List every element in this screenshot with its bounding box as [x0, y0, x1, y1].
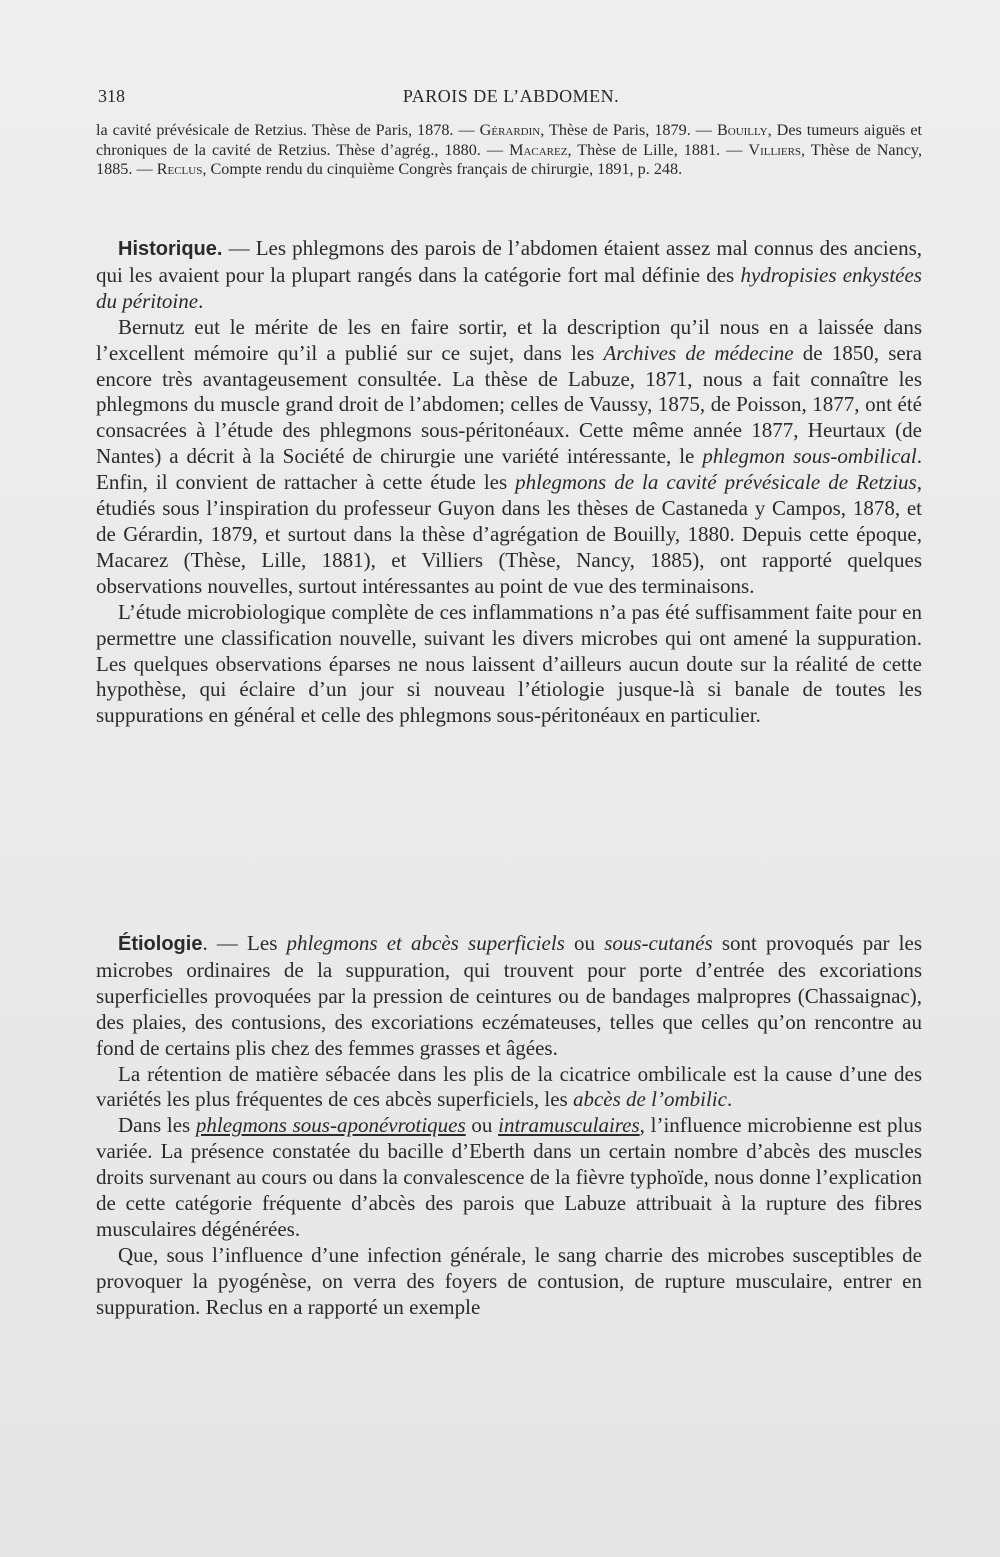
author-name: Reclus	[156, 160, 203, 178]
italic-term: phlegmon sous-ombilical	[702, 444, 917, 469]
text-run: . Enfin, il convient de rattacher à cette étude les	[96, 444, 922, 495]
text-run: ou	[564, 931, 605, 955]
text-run: ou	[465, 1113, 499, 1138]
page-number: 318	[98, 86, 125, 106]
author-name: Gérardin	[479, 121, 541, 139]
paragraph	[96, 1243, 922, 1321]
text-run: , Thèse de Nancy, 1885. —	[96, 140, 922, 178]
text-run: .	[198, 288, 204, 313]
text-run: , l’influence microbienne est plus variée. La présence constatée du bacille d’Eberth dans un certain nombre d’abcès des muscles droits survenant au cours ou dans la convalescence de la fièvre typhoïde, nous donne l’explication de cette catégorie fréquente d’abcès des parois que Labuze attribuait à la rupture des fibres musculaires dégénérées.	[96, 1113, 923, 1241]
text-run: , Des tumeurs aiguës et chroniques de la cavité de Retzius. Thèse d’agrég., 1880. —	[96, 121, 922, 159]
paragraph	[96, 1113, 922, 1243]
section-historique	[96, 236, 922, 729]
running-title: PAROIS DE L’ABDOMEN.	[402, 86, 620, 106]
italic-term: sous-cutanés	[604, 931, 713, 955]
text-run: Que, sous l’influence d’une infection générale, le sang charrie des microbes susceptibles de provoquer la pyogénèse, on verra des foyers de contusion, de rupture musculaire, entrer en suppuration. Reclus en a rapporté un exemple	[96, 1242, 922, 1319]
paragraph-etiologie-intro	[96, 931, 922, 1062]
text-run: de 1850, sera encore très avantageusement consultée. La thèse de Labuze, 1871, nous a fait connaître les phlegmons du muscle grand droit de l’abdomen; celles de Vaussy, 1875, de Poisson, 1877, ont été consacrées à l’étude des phlegmons sous-péritonéaux. Cette même année 1877, Heurtaux (de Nantes) a décrit à la Société de chirurgie une variété intéressante, le	[96, 340, 922, 469]
paragraph-historique-intro	[96, 236, 922, 315]
italic-term: phlegmons et abcès superficiels	[286, 931, 565, 955]
italic-term: Archives de médecine	[603, 340, 794, 365]
text-run: , étudiés sous l’inspiration du professeur Guyon dans les thèses de Castaneda y Campos, 1878, et de Gérardin, 1879, et surtout dans la thèse d’agrégation de Bouilly, 1880. Depuis cette époque, Macarez (Thèse, Lille, 1881), et Villiers (Thèse, Nancy, 1885), ont rapporté quelques observations nouvelles, surtout intéressantes au point de vue des terminaisons.	[96, 470, 922, 598]
text-run: Bernutz eut le mérite de les en faire sortir, et la description qu’il nous en a laissée dans l’excellent mémoire qu’il a publié sur ce sujet, dans les	[96, 314, 922, 365]
text-run: — Les phlegmons des parois de l’abdomen étaient assez mal connus des anciens, qui les avaient pour la plupart rangés dans la catégorie fort mal définie des	[96, 236, 922, 287]
text-run: L’étude microbiologique complète de ces inflammations n’a pas été suffisamment faite pour en permettre une classification nouvelle, suivant les divers microbes qui ont amené la suppuration. Les quelques observations éparses ne nous laissent d’ailleurs aucun doute sur la réalité de cette hypothèse, qui éclaire d’un jour si nouveau l’étiologie jusque-là si banale de toutes les suppurations en général et celle des phlegmons sous-péritonéaux en particulier.	[96, 599, 922, 728]
italic-term: phlegmons sous-aponévrotiques	[195, 1113, 466, 1138]
author-name: Bouilly	[716, 121, 768, 139]
author-name: Macarez	[509, 140, 568, 159]
text-run: La rétention de matière sébacée dans les plis de la cicatrice ombilicale est la cause d’une des variétés les plus fréquentes de ces abcès superficiels, les	[96, 1061, 922, 1112]
italic-term: hydropisies enkystées du péritoine	[96, 262, 922, 313]
running-header	[98, 86, 924, 112]
bibliography-references	[96, 121, 922, 180]
section-heading-historique: Historique.	[118, 238, 223, 260]
text-run: , Thèse de Lille, 1881. —	[567, 140, 749, 159]
section-heading-etiologie: Étiologie	[118, 933, 203, 955]
paragraph	[96, 315, 922, 600]
text-run: sont provoqués par les microbes ordinaires de la suppuration, qui trouvent pour porte d’entrée des excoriations superficielles provoquées par la pression de ceintures ou de bandages malpropres (Chassaignac), des plaies, des contusions, des excoriations eczémateuses, telles que celles qu’on rencontre au fond de certains plis chez des femmes grasses et âgées.	[96, 931, 923, 1060]
author-name: Villiers	[748, 140, 802, 159]
text-run: , Compte rendu du cinquième Congrès français de chirurgie, 1891, p. 248.	[202, 160, 683, 178]
italic-term: abcès de l’ombilic	[572, 1087, 727, 1112]
italic-term: intramusculaires	[498, 1113, 640, 1138]
text-run: , Thèse de Paris, 1879. —	[540, 121, 717, 139]
text-run: .	[726, 1087, 733, 1112]
text-run: Dans les	[118, 1113, 196, 1138]
section-etiologie	[96, 931, 922, 1321]
italic-term: phlegmons de la cavité prévésicale de Retzius	[515, 470, 917, 495]
paragraph	[96, 600, 922, 730]
text-run: . — Les	[202, 931, 287, 955]
paragraph	[96, 1062, 922, 1114]
text-run: la cavité prévésicale de Retzius. Thèse de Paris, 1878. —	[96, 121, 480, 139]
